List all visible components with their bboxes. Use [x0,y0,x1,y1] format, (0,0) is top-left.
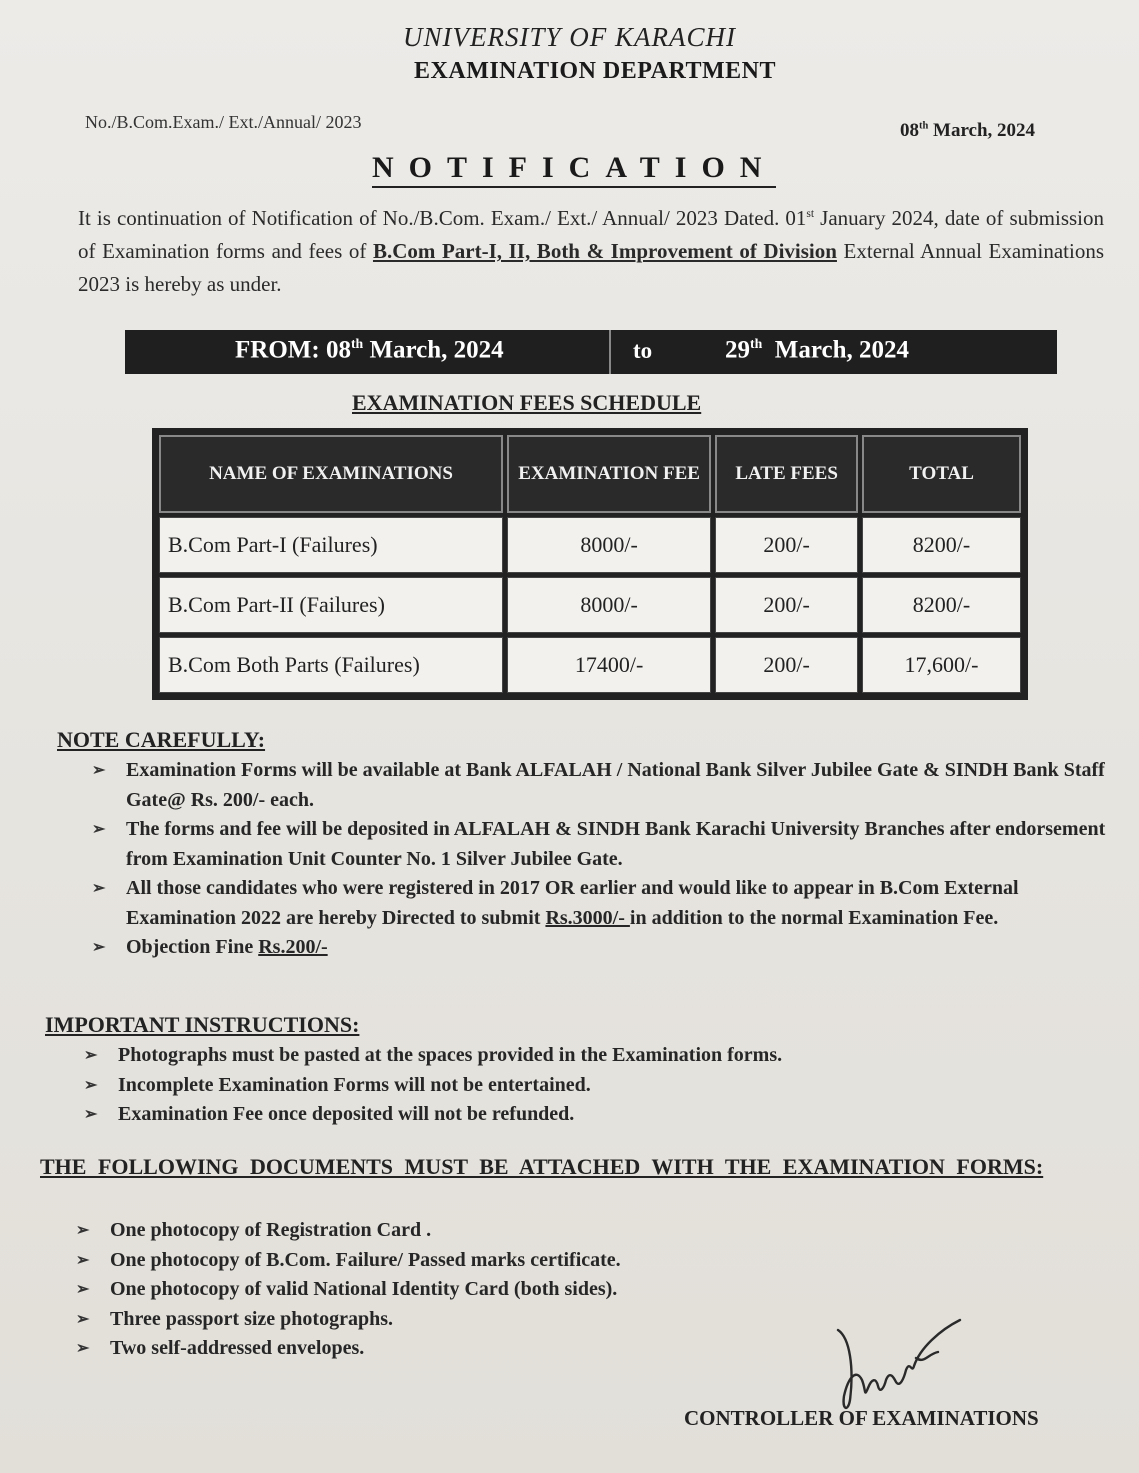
list-item: ➢ Photographs must be pasted at the spaces provided in the Examination forms. [74,1041,1114,1071]
list-item: ➢ Two self-addressed envelopes. [66,1334,1106,1364]
total-cell: 8200/- [862,517,1021,573]
list-item: ➢ One photocopy of Registration Card . [66,1216,1106,1246]
list-item: ➢ One photocopy of valid National Identity Card (both sides). [66,1275,1106,1305]
column-header: TOTAL [862,435,1021,513]
list-item: ➢ One photocopy of B.Com. Failure/ Passed marks certificate. [66,1246,1106,1276]
late-fee-cell: 200/- [715,637,858,693]
instructions-title: IMPORTANT INSTRUCTIONS: [45,1012,360,1037]
page-title: NOTIFICATION [372,150,776,188]
arrow-bullet-icon: ➢ [92,880,106,897]
arrow-bullet-icon: ➢ [92,821,106,838]
fees-table [152,428,1028,700]
list-item: ➢ Examination Forms will be available at Bank ALFALAH / National Bank Silver Jubilee Gate & SINDH Bank Staff Gate@ Rs. 200/- each. [82,756,1122,815]
notification-date: 08th March, 2024 [900,120,1036,141]
fees-schedule-title: EXAMINATION FEES SCHEDULE [352,390,702,415]
fees-table-header [159,435,1021,513]
arrow-bullet-icon: ➢ [92,762,106,779]
exam-fee-cell: 17400/- [507,637,711,693]
period-from: FROM: 08th March, 2024 [235,336,504,364]
exam-name-cell: B.Com Both Parts (Failures) [159,637,503,693]
period-to-label: to [633,338,653,363]
column-header: EXAMINATION FEE [507,435,711,513]
note-title: NOTE CAREFULLY: [57,727,266,752]
arrow-bullet-icon: ➢ [92,939,106,956]
list-item: ➢ Objection Fine Rs.200/- [82,933,1122,963]
arrow-bullet-icon: ➢ [84,1106,98,1123]
table-row [159,577,1021,633]
arrow-bullet-icon: ➢ [76,1251,90,1269]
list-item: ➢ Three passport size photographs. [66,1305,1106,1335]
documents-title: THE FOLLOWING DOCUMENTS MUST BE ATTACHED WITH THE EXAMINATION FORMS: [40,1154,1044,1179]
reference-number: No./B.Com.Exam./ Ext./Annual/ 2023 [85,112,362,132]
list-item: ➢ Examination Fee once deposited will not be refunded. [74,1100,1114,1130]
table-row [159,637,1021,693]
list-item: ➢ Incomplete Examination Forms will not be entertained. [74,1071,1114,1101]
exam-name-cell: B.Com Part-II (Failures) [159,577,503,633]
arrow-bullet-icon: ➢ [84,1047,98,1064]
signature-image [820,1308,970,1418]
table-row [159,517,1021,573]
university-name: UNIVERSITY OF KARACHI [403,22,736,52]
instructions-list [74,1041,1114,1130]
arrow-bullet-icon: ➢ [84,1076,98,1094]
late-fee-cell: 200/- [715,517,858,573]
total-cell: 8200/- [862,577,1021,633]
arrow-bullet-icon: ➢ [76,1281,90,1298]
list-item: ➢ All those candidates who were registered in 2017 OR earlier and would like to appear in B.Com External Examination 2022 are hereby Directed to submit Rs.3000/- in addition to the normal Examination Fee. [82,874,1122,933]
signatory-title: CONTROLLER OF EXAMINATIONS [684,1406,1039,1430]
submission-period-band [125,330,1057,374]
exam-name-cell: B.Com Part-I (Failures) [159,517,503,573]
note-list [82,756,1122,963]
total-cell: 17,600/- [862,637,1021,693]
period-until: 29th March, 2024 [725,336,909,364]
department-name: EXAMINATION DEPARTMENT [414,58,776,84]
exam-fee-cell: 8000/- [507,577,711,633]
arrow-bullet-icon: ➢ [76,1222,90,1239]
exam-fee-cell: 8000/- [507,517,711,573]
late-fee-cell: 200/- [715,577,858,633]
list-item: ➢ The forms and fee will be deposited in ALFALAH & SINDH Bank Karachi University Branches after endorsement from Examination Unit Counter No. 1 Silver Jubilee Gate. [82,815,1122,874]
intro-paragraph: It is continuation of Notification of No./B.Com. Exam./ Ext./ Annual/ 2023 Dated. 01st January 2024, date of submission of Examination forms and fees of B.Com Part-I, II, Both & Improvement of Division External Annual Examinations 2023 is hereby as under. [78,206,1105,296]
period-divider [609,330,611,374]
intro-highlight: B.Com Part-I, II, Both & Improvement of Division [372,239,837,263]
arrow-bullet-icon: ➢ [76,1310,90,1328]
column-header: NAME OF EXAMINATIONS [159,435,503,513]
arrow-bullet-icon: ➢ [76,1340,90,1357]
column-header: LATE FEES [715,435,858,513]
